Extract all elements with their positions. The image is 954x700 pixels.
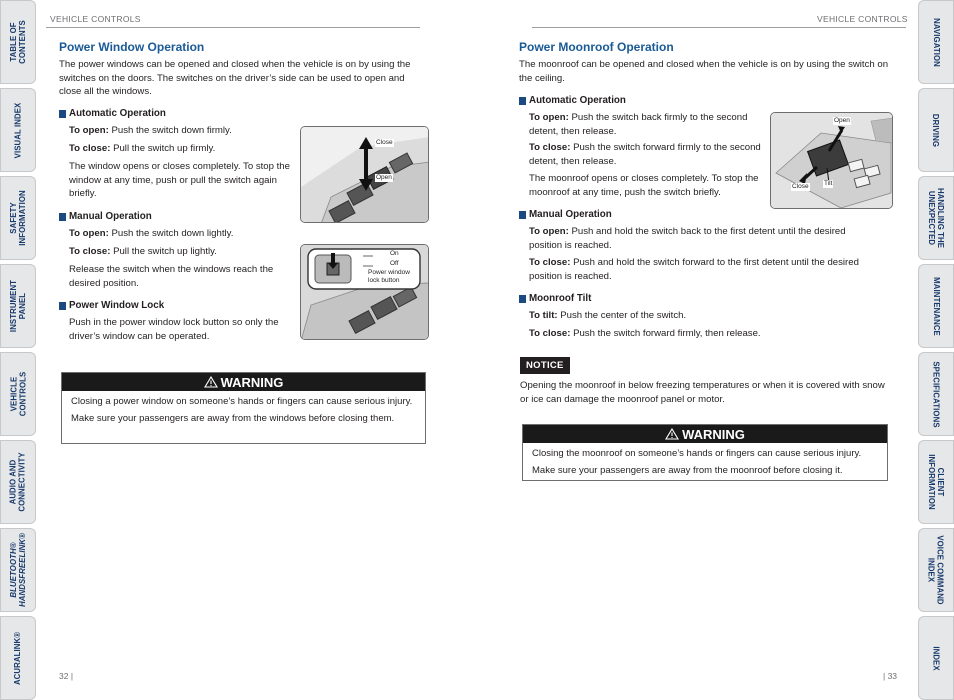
section-marker-icon (59, 302, 66, 310)
close-caption: Close (792, 183, 809, 190)
step-label: To close: (529, 328, 571, 339)
step-text: Push the switch back firmly to the second detent, then release. (529, 112, 748, 137)
moonroof-auto-heading (519, 95, 626, 106)
tab-label: SAFETY INFORMATION (9, 190, 27, 246)
step-label: To close: (69, 246, 111, 257)
section-marker-icon (519, 295, 526, 303)
on-caption: On (390, 250, 399, 257)
moonroof-manual-close (529, 256, 889, 283)
header-rule-right (532, 27, 906, 28)
warning-triangle-icon (665, 428, 679, 440)
window-switch-drawing (301, 127, 429, 223)
warning-text: Make sure your passengers are away from the moonroof before closing it. (532, 465, 843, 476)
tab-label: VOICE COMMAND INDEX (927, 535, 945, 605)
warning-body (523, 443, 887, 485)
moonroof-manual-heading (519, 209, 612, 220)
step-label: To close: (529, 257, 571, 268)
warning-header (523, 425, 887, 443)
window-manual-heading (59, 211, 152, 222)
tab-label: SPECIFICATIONS (931, 360, 941, 428)
moonroof-auto-close (529, 141, 764, 168)
window-warning-box (61, 372, 426, 444)
header-rule-left (46, 27, 420, 28)
step-label: To open: (529, 226, 569, 237)
moonroof-tilt-step (529, 309, 879, 323)
window-manual-note: Release the switch when the windows reach the desired position. (69, 264, 274, 289)
moonroof-warning-box (522, 424, 888, 481)
warning-title: WARNING (220, 374, 284, 390)
tab-driving[interactable] (918, 88, 954, 172)
tab-label: HANDLING THE UNEXPECTED (927, 187, 946, 249)
section-marker-icon (59, 213, 66, 221)
warning-title: WARNING (682, 426, 745, 442)
open-caption: Open (376, 174, 392, 181)
step-text: Push the switch forward firmly, then release. (570, 328, 761, 339)
tab-index[interactable] (918, 616, 954, 700)
off-caption: Off (390, 260, 399, 267)
tab-label: TABLE OF CONTENTS (9, 20, 27, 64)
window-manual-open (69, 227, 294, 241)
warning-text: Closing the moonroof on someone’s hands or fingers can cause serious injury. (532, 448, 862, 459)
left-section-tabs (0, 0, 36, 699)
page-title-power-moonroof: Power Moonroof Operation (519, 40, 674, 54)
tab-label: BLUETOOTH® HANDSFREELINK® (9, 533, 28, 607)
warning-text: Closing a power window on someone’s hands or fingers can cause serious injury. (71, 396, 413, 407)
tab-client-information[interactable] (918, 440, 954, 524)
tab-voice-command-index[interactable] (918, 528, 954, 612)
tab-instrument-panel[interactable] (0, 264, 36, 348)
step-label: To open: (529, 112, 569, 123)
heading-text: Automatic Operation (69, 108, 166, 119)
step-text: Pull the switch up lightly. (110, 246, 217, 257)
tab-label: INDEX (931, 645, 941, 671)
heading-text: Manual Operation (529, 209, 612, 220)
tab-navigation[interactable] (918, 0, 954, 84)
moonroof-intro: The moonroof can be opened and closed when the vehicle is on by using the switch on the ceiling. (519, 59, 889, 84)
window-lock-illustration (300, 244, 429, 340)
tab-audio-and-connectivity[interactable] (0, 440, 36, 524)
moonroof-tilt-close (529, 327, 879, 341)
heading-text: Manual Operation (69, 211, 152, 222)
notice-badge: NOTICE (520, 357, 570, 374)
tab-label: ACURALINK® (13, 631, 23, 685)
tab-specifications[interactable] (918, 352, 954, 436)
window-auto-close (69, 142, 294, 156)
window-auto-note: The window opens or closes completely. To stop the window at any time, push or pull the switch again briefly. (69, 161, 290, 200)
step-label: To close: (529, 142, 571, 153)
step-text: Push the center of the switch. (557, 310, 687, 321)
step-text: Push the switch down firmly. (108, 125, 232, 136)
notice-text: Opening the moonroof in below freezing temperatures or when it is covered with snow or ice can damage the moonroof panel or motor. (520, 380, 885, 405)
tab-handling-the-unexpected[interactable] (918, 176, 954, 260)
window-switch-illustration (300, 126, 429, 223)
moonroof-auto-note: The moonroof opens or closes completely. To stop the moonroof at any time, push the switch briefly. (529, 173, 759, 198)
moonroof-switch-drawing (771, 113, 893, 209)
tab-label: DRIVING (931, 113, 941, 147)
tab-label: VEHICLE CONTROLS (9, 371, 27, 417)
page-number-right: | 33 (883, 671, 898, 681)
tab-label: CLIENT INFORMATION (927, 454, 945, 510)
warning-text: Make sure your passengers are away from the windows before closing them. (71, 413, 395, 424)
step-text: Push the switch forward firmly to the second detent, then release. (529, 142, 761, 167)
running-header-right: VEHICLE CONTROLS (817, 14, 908, 24)
moonroof-manual-open (529, 225, 879, 252)
window-intro: The power windows can be opened and closed when the vehicle is on by using the switches on the doors. The switches on the driver’s side can be used to open and close all the windows. (59, 59, 411, 98)
tab-maintenance[interactable] (918, 264, 954, 348)
moonroof-tilt-heading (519, 293, 591, 304)
tilt-caption: Tilt (824, 180, 833, 187)
step-label: To close: (69, 143, 111, 154)
section-marker-icon (59, 110, 66, 118)
window-lock-text: Push in the power window lock button so only the driver’s window can be operated. (69, 317, 279, 342)
step-text: Push and hold the switch forward to the first detent until the desired position is reached. (529, 257, 859, 282)
tab-bluetooth-handsfreelink[interactable] (0, 528, 36, 612)
tab-label: NAVIGATION (931, 17, 941, 67)
heading-text: Power Window Lock (69, 300, 165, 311)
heading-text: Automatic Operation (529, 95, 626, 106)
warning-body (62, 391, 425, 433)
step-text: Pull the switch up firmly. (110, 143, 216, 154)
tab-label: VISUAL INDEX (13, 102, 23, 158)
section-marker-icon (519, 211, 526, 219)
step-text: Push the switch down lightly. (108, 228, 234, 239)
moonroof-switch-illustration (770, 112, 893, 209)
page-number-left: 32 | (59, 671, 74, 681)
tab-label: MAINTENANCE (931, 276, 941, 336)
moonroof-auto-open (529, 111, 764, 138)
running-header-left: VEHICLE CONTROLS (50, 14, 141, 24)
step-text: Push and hold the switch back to the first detent until the desired position is reached. (529, 226, 846, 251)
tab-safety-information[interactable] (0, 176, 36, 260)
section-marker-icon (519, 97, 526, 105)
window-auto-open (69, 124, 294, 138)
lock-button-caption: Power window lock button (368, 269, 410, 284)
open-caption: Open (834, 117, 850, 124)
tab-label: AUDIO AND CONNECTIVITY (9, 452, 27, 512)
tab-visual-index[interactable] (0, 88, 36, 172)
step-label: To tilt: (529, 310, 558, 321)
tab-table-of-contents[interactable] (0, 0, 36, 84)
warning-header (62, 373, 425, 391)
warning-triangle-icon (204, 376, 218, 388)
window-lock-heading (59, 300, 164, 311)
right-section-tabs (918, 0, 954, 699)
window-manual-close (69, 245, 294, 259)
heading-text: Moonroof Tilt (529, 293, 592, 304)
close-caption: Close (376, 139, 393, 146)
window-lock-drawing (301, 245, 429, 340)
window-auto-heading (59, 108, 166, 119)
tab-vehicle-controls[interactable] (0, 352, 36, 436)
step-label: To open: (69, 228, 109, 239)
tab-label: INSTRUMENT PANEL (9, 279, 27, 333)
step-label: To open: (69, 125, 109, 136)
page-title-power-window: Power Window Operation (59, 40, 205, 54)
tab-acuralink[interactable] (0, 616, 36, 700)
